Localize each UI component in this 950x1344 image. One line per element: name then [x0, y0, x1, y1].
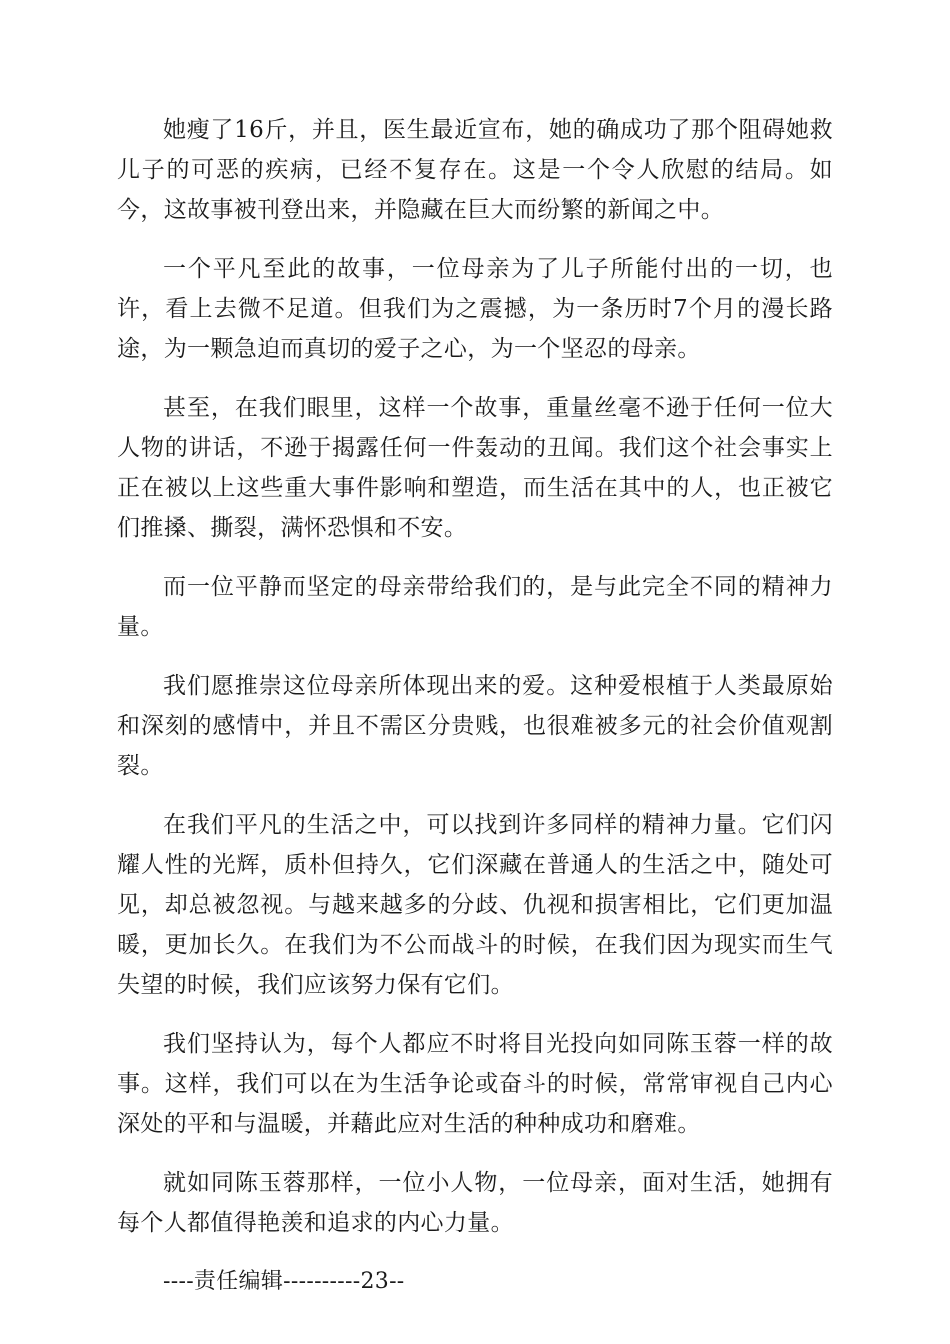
paragraph-5: 我们愿推崇这位母亲所体现出来的爱。这种爱根植于人类最原始和深刻的感情中，并且不需区分贵贱，也很难被多元的社会价值观割裂。 — [117, 673, 833, 779]
paragraph-1: 她瘦了16斤，并且，医生最近宣布，她的确成功了那个阻碍她救儿子的可恶的疾病，已经不复存在。这是一个令人欣慰的结局。如今，这故事被刊登出来，并隐藏在巨大而纷繁的新闻之中。 — [117, 117, 833, 223]
editor-signature: ----责任编辑----------23-- — [163, 1269, 405, 1294]
paragraph-4: 而一位平静而坚定的母亲带给我们的，是与此完全不同的精神力量。 — [117, 574, 833, 640]
paragraph-7: 我们坚持认为，每个人都应不时将目光投向如同陈玉蓉一样的故事。这样，我们可以在为生活争论或奋斗的时候，常常审视自己内心深处的平和与温暖，并藉此应对生活的种种成功和磨难。 — [117, 1031, 833, 1137]
paragraph-2: 一个平凡至此的故事，一位母亲为了儿子所能付出的一切，也许，看上去微不足道。但我们为之震撼，为一条历时7个月的漫长路途，为一颗急迫而真切的爱子之心，为一个坚忍的母亲。 — [117, 256, 833, 362]
document-body — [117, 110, 833, 1302]
paragraph-8: 就如同陈玉蓉那样，一位小人物，一位母亲，面对生活，她拥有每个人都值得艳羡和追求的内心力量。 — [117, 1170, 833, 1236]
paragraph-3: 甚至，在我们眼里，这样一个故事，重量丝毫不逊于任何一位大人物的讲话，不逊于揭露任何一件轰动的丑闻。我们这个社会事实上正在被以上这些重大事件影响和塑造，而生活在其中的人，也正被它们推搡、撕裂，满怀恐惧和不安。 — [117, 395, 833, 541]
paragraph-6: 在我们平凡的生活之中，可以找到许多同样的精神力量。它们闪耀人性的光辉，质朴但持久，它们深藏在普通人的生活之中，随处可见，却总被忽视。与越来越多的分歧、仇视和损害相比，它们更加温暖，更加长久。在我们为不公而战斗的时候，在我们因为现实而生气失望的时候，我们应该努力保有它们。 — [117, 812, 833, 998]
